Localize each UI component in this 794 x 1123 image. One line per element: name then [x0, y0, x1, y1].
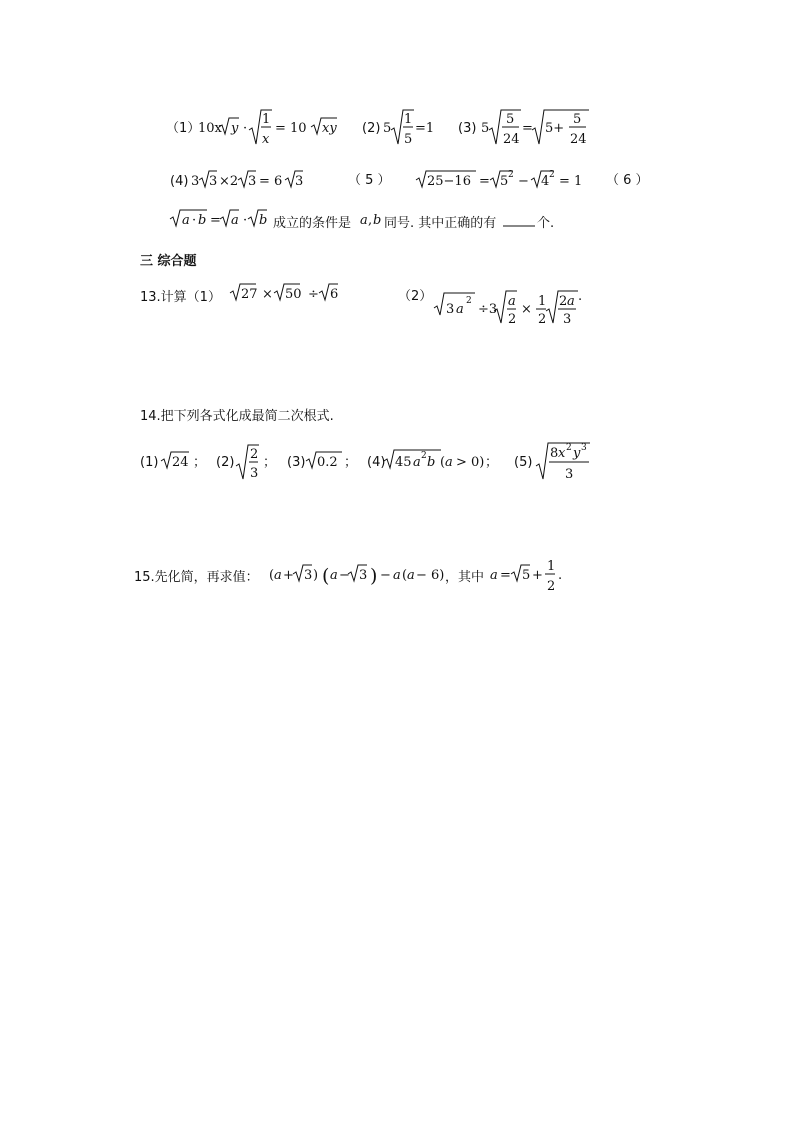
svg-text:): ) — [313, 568, 319, 583]
svg-text:b: b — [373, 213, 382, 228]
svg-text:5: 5 — [404, 132, 413, 147]
svg-text:50: 50 — [285, 287, 302, 302]
svg-text:27: 27 — [241, 287, 258, 302]
item6-label: （ 6 ） — [606, 173, 649, 188]
q14-label-4: (4) — [367, 455, 386, 470]
svg-text:a: a — [456, 302, 464, 317]
q12-condition-text-a: 成立的条件是 — [273, 216, 352, 231]
svg-text:(: ( — [402, 568, 408, 583]
svg-text:> 0): > 0) — [456, 455, 485, 470]
svg-text:a: a — [330, 568, 338, 583]
svg-text:3: 3 — [581, 443, 587, 453]
svg-text:−: − — [339, 568, 350, 583]
q14-sep-3: ； — [344, 455, 358, 470]
svg-text:.: . — [578, 289, 583, 304]
svg-text:+: + — [532, 568, 543, 583]
svg-text:a: a — [407, 568, 415, 583]
svg-text:3: 3 — [563, 312, 572, 327]
svg-text:b: b — [427, 455, 436, 470]
q14-sep-4: ； — [485, 455, 499, 470]
svg-text:24: 24 — [570, 132, 587, 147]
svg-text:a: a — [360, 213, 368, 228]
svg-text:a: a — [508, 294, 516, 309]
svg-text:4: 4 — [541, 174, 550, 189]
svg-text:2: 2 — [508, 312, 517, 327]
q14-sep-1: ； — [193, 455, 207, 470]
svg-text:1: 1 — [538, 294, 547, 309]
svg-text:a: a — [231, 213, 239, 228]
svg-text:3: 3 — [304, 568, 313, 583]
svg-text:3: 3 — [250, 466, 259, 481]
svg-text:2: 2 — [547, 579, 556, 594]
svg-text:5: 5 — [506, 112, 515, 127]
svg-text:1: 1 — [404, 112, 413, 127]
svg-text:2: 2 — [538, 312, 547, 327]
svg-text:a: a — [274, 568, 282, 583]
q15-mid: ，其中 — [445, 570, 485, 585]
q14-label-5: (5) — [514, 455, 533, 470]
svg-text:×: × — [521, 302, 532, 317]
svg-text:1: 1 — [262, 112, 271, 127]
q14-label-1: (1) — [140, 455, 159, 470]
svg-text:24: 24 — [503, 132, 520, 147]
q12-answer-blank-suffix: 个. — [537, 216, 555, 231]
q12-condition-text-b: 同号. 其中正确的有 — [384, 216, 497, 231]
svg-text:×2: ×2 — [219, 174, 239, 189]
svg-text:2: 2 — [421, 451, 427, 461]
svg-text:x: x — [558, 446, 566, 461]
svg-text:3: 3 — [209, 174, 218, 189]
svg-text:x: x — [262, 132, 270, 147]
svg-text:y: y — [231, 121, 239, 136]
item4-label: (4) — [170, 174, 189, 189]
svg-text:5+: 5+ — [545, 121, 565, 136]
svg-text:a: a — [445, 455, 453, 470]
svg-text:(: ( — [269, 568, 275, 583]
q15-prefix: 15.先化简，再求值： — [134, 570, 259, 585]
svg-text:5: 5 — [522, 568, 531, 583]
q14-label-2: (2) — [216, 455, 235, 470]
svg-text:= 10: = 10 — [275, 121, 307, 136]
svg-text:a: a — [413, 455, 421, 470]
svg-text:=: = — [522, 121, 533, 136]
q14-sep-2: ； — [263, 455, 277, 470]
svg-text:8: 8 — [550, 446, 559, 461]
svg-text:5: 5 — [573, 112, 582, 127]
svg-text:): ) — [370, 565, 378, 587]
svg-text:3: 3 — [565, 467, 574, 482]
svg-text:25−16: 25−16 — [427, 174, 471, 189]
svg-text:=: = — [210, 213, 221, 228]
svg-text:2: 2 — [549, 170, 555, 180]
svg-text:3: 3 — [248, 174, 257, 189]
svg-text:=: = — [500, 568, 511, 583]
svg-text:,: , — [368, 213, 373, 228]
svg-text:(: ( — [440, 455, 446, 470]
svg-text:24: 24 — [172, 455, 189, 470]
svg-text:1: 1 — [547, 559, 556, 574]
svg-text:÷: ÷ — [308, 287, 319, 302]
svg-text:×: × — [262, 287, 273, 302]
q14-label-3: (3) — [287, 455, 306, 470]
section-title: 三 综合题 — [140, 254, 197, 269]
svg-text:xy: xy — [322, 121, 337, 136]
svg-text:3: 3 — [359, 568, 368, 583]
svg-text:3: 3 — [295, 174, 304, 189]
q13-prefix: 13.计算（1） — [140, 290, 221, 305]
svg-text:5: 5 — [500, 174, 509, 189]
svg-text:=1: =1 — [415, 121, 435, 136]
item2-label: (2) — [362, 121, 381, 136]
svg-text:b: b — [198, 213, 207, 228]
svg-text:÷3: ÷3 — [478, 302, 498, 317]
svg-text:5: 5 — [383, 121, 392, 136]
svg-text:2: 2 — [508, 170, 514, 180]
svg-text:·: · — [192, 213, 197, 228]
svg-text:a: a — [567, 294, 575, 309]
svg-text:− 6): − 6) — [416, 568, 445, 583]
item5-label: （ 5 ） — [348, 173, 391, 188]
svg-text:3: 3 — [446, 302, 455, 317]
svg-text:3: 3 — [191, 174, 200, 189]
svg-text:(: ( — [322, 565, 330, 587]
svg-text:−: − — [380, 568, 391, 583]
svg-text:2: 2 — [559, 294, 568, 309]
svg-text:2: 2 — [466, 296, 472, 306]
q14-title: 14.把下列各式化成最简二次根式. — [140, 409, 334, 424]
svg-text:5: 5 — [481, 121, 490, 136]
item1-expr-a: 10x — [198, 121, 222, 136]
svg-text:·: · — [243, 213, 248, 228]
svg-text:+: + — [283, 568, 294, 583]
svg-text:y: y — [573, 446, 581, 461]
item1-label: （1） — [166, 121, 201, 136]
svg-text:a: a — [393, 568, 401, 583]
svg-text:= 1: = 1 — [559, 174, 583, 189]
item3-label: (3) — [458, 121, 477, 136]
svg-text:−: − — [518, 174, 529, 189]
svg-text:.: . — [558, 568, 563, 583]
svg-text:a: a — [182, 213, 190, 228]
svg-text:6: 6 — [330, 287, 339, 302]
svg-text:45: 45 — [395, 455, 412, 470]
svg-text:a: a — [490, 568, 498, 583]
svg-text:0.2: 0.2 — [317, 455, 338, 470]
svg-text:= 6: = 6 — [259, 174, 283, 189]
svg-text:·: · — [243, 121, 248, 136]
q13-part2-label: （2） — [398, 289, 433, 304]
svg-text:=: = — [479, 174, 490, 189]
svg-text:b: b — [259, 213, 268, 228]
svg-text:2: 2 — [566, 443, 572, 453]
svg-text:2: 2 — [250, 447, 259, 462]
